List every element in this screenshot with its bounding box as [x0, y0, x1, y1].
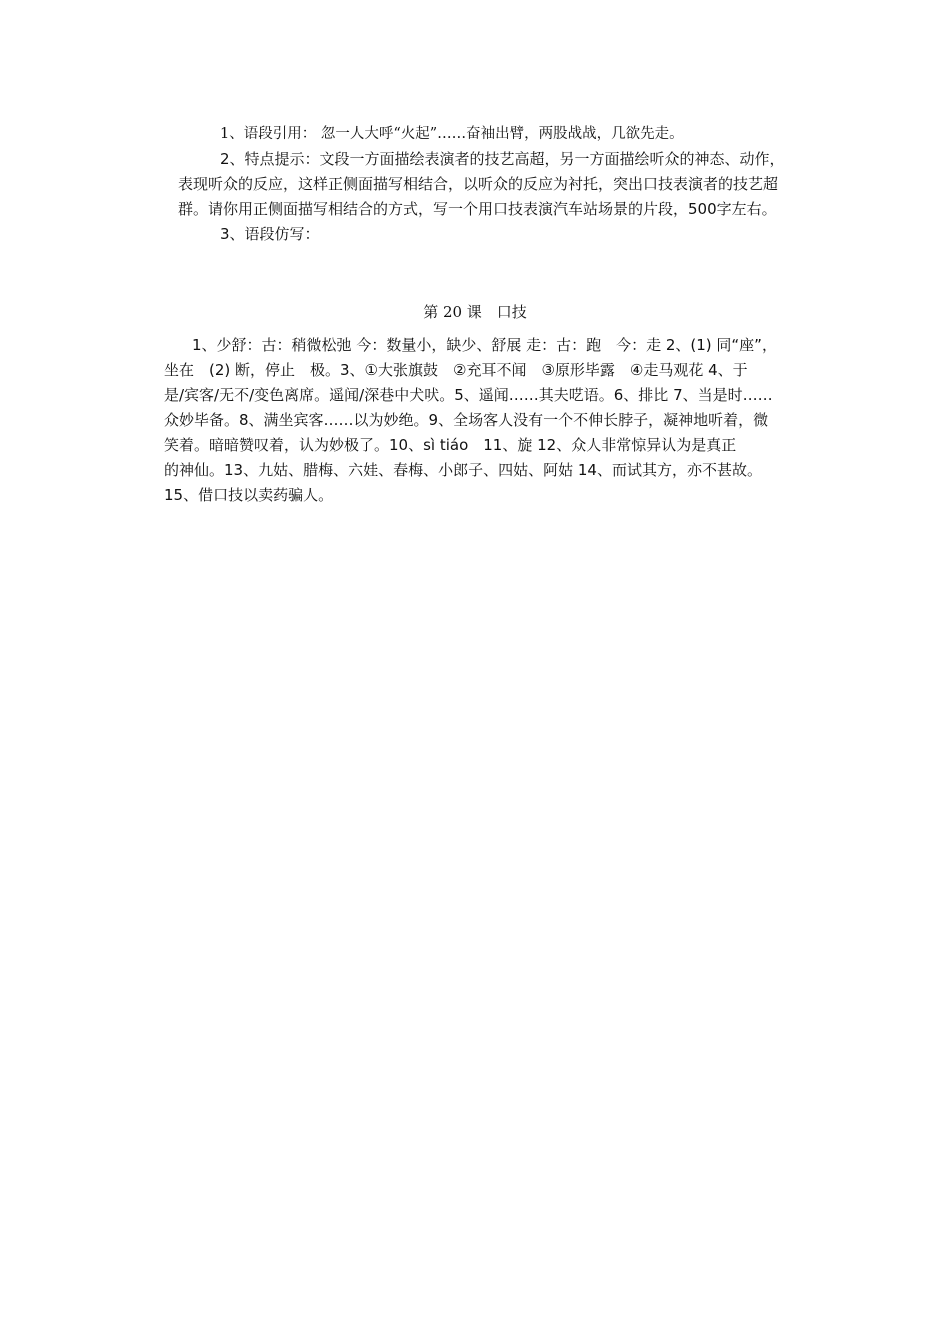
exercise-item-3-imitation: 3、语段仿写： [220, 225, 320, 243]
answers-line-4: 众妙毕备。8、满坐宾客……以为妙绝。9、全场客人没有一个不伸长脖子，凝神地听着，微 [164, 411, 769, 429]
answers-line-5: 笑着。暗暗赞叹着，认为妙极了。10、sì tiáo 11、旋 12、众人非常惊异认为是真正 [164, 436, 737, 454]
answers-line-7: 15、借口技以卖药骗人。 [164, 486, 334, 504]
answers-section [164, 333, 804, 508]
exercise-section [178, 122, 785, 247]
exercise-item-2-hint-cont-1: 表现听众的反应，这样正侧面描写相结合，以听众的反应为衬托，突出口技表演者的技艺超 [178, 175, 779, 193]
answers-line-6: 的神仙。13、九姑、腊梅、六娃、春梅、小郎子、四姑、阿姑 14、而试其方，亦不甚故。 [164, 461, 762, 479]
exercise-item-1-quote: 1、语段引用： 忽一人大呼“火起”……奋袖出臂，两股战战，几欲先走。 [220, 126, 684, 142]
exercise-item-2-hint-cont-2: 群。请你用正侧面描写相结合的方式，写一个用口技表演汽车站场景的片段，500字左右。 [178, 200, 777, 218]
answers-line-1: 1、少舒：古：稍微松弛 今：数量小，缺少、舒展 走：古：跑 今：走 2、(1) 同“座”， [192, 336, 777, 354]
answers-line-3: 是/宾客/无不/变色离席。遥闻/深巷中犬吠。5、遥闻……其夫呓语。6、排比 7、当是时…… [164, 386, 773, 404]
lesson-title: 第 20 课 口技 [423, 303, 527, 321]
answers-line-2: 坐在 (2) 断，停止 极。3、①大张旗鼓 ②充耳不闻 ③原形毕露 ④走马观花 4、于 [164, 361, 748, 379]
exercise-item-2-hint: 2、特点提示：文段一方面描绘表演者的技艺高超，另一方面描绘听众的神态、动作， [220, 150, 785, 168]
